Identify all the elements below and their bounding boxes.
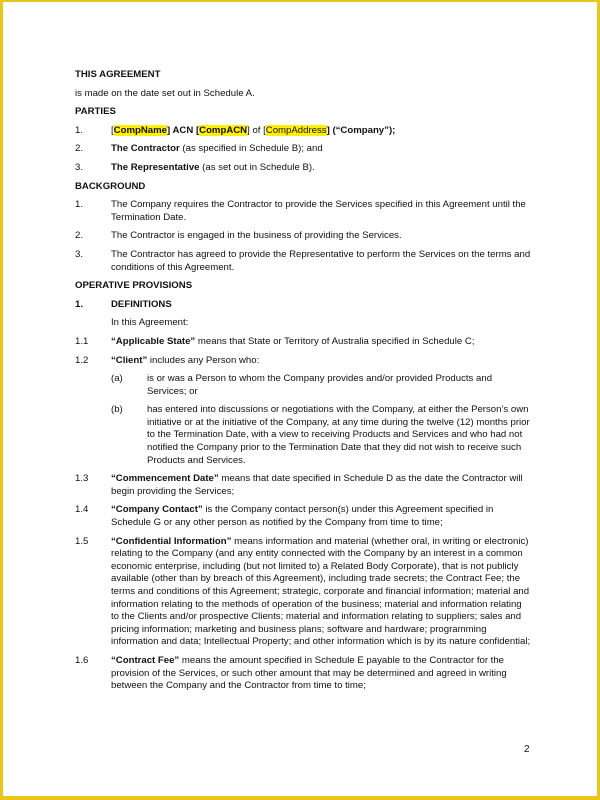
definition-text: “Confidential Information” means information and material (whether oral, in writing or electronic) relating to the Company (and any entity connected with the Company by an interest in a common economic enterprise, including (but not limited to) a Related Body Corporate), that is not publicly available (other than by breach of this Agreement), including trade secrets; the Contract Fee; the terms and conditions of this Agreement; strategic, corporate and financial information; material and information relating to the methods of operation of the business; material and information relating to the Clients and/or prospective Clients; material and information relating to suppliers; sales and pricing information; marketing and business plans; software and hardware; programming information and data; Intellectual Property; and other information which is by its nature confidential; — [111, 535, 531, 648]
definition-item — [75, 355, 531, 368]
definition-text: “Company Contact” is the Company contact person(s) under this Agreement specified in Schedule G or any other person as notified by the Company from time to time; — [111, 504, 494, 529]
definition-number: 1.6 — [75, 654, 89, 666]
client-sub-item — [111, 404, 531, 467]
definition-number: 1.2 — [75, 354, 89, 366]
comp-address-field: CompAddress — [265, 124, 327, 136]
definition-text: “Client” includes any Person who: — [111, 354, 260, 366]
definition-item — [75, 473, 531, 498]
agreement-intro: is made on the date set out in Schedule A. — [75, 87, 255, 99]
background-item — [75, 199, 531, 224]
parties-heading: PARTIES — [75, 106, 116, 118]
section-title: DEFINITIONS — [111, 298, 172, 310]
background-text: The Contractor has agreed to provide the Representative to perform the Services on the terms and conditions of this Agreement. — [111, 248, 531, 273]
background-number: 1. — [75, 199, 84, 211]
section-heading — [75, 299, 531, 312]
party-item — [75, 162, 531, 175]
definition-text: “Contract Fee” means the amount specified in Schedule E payable to the Contractor for the provision of the Services, or such other amount that may be determined and agreed in writing between the Company and the Contractor from time to time; — [111, 654, 507, 692]
agreement-heading: THIS AGREEMENT — [75, 69, 161, 80]
party-text: The Representative (as set out in Schedule B). — [111, 161, 315, 173]
party-number: 1. — [75, 124, 84, 136]
sub-item-label: (b) — [111, 404, 123, 416]
sub-item-text: is or was a Person to whom the Company provides and/or provided Products and Services; or — [147, 373, 493, 397]
party-item — [75, 125, 531, 138]
background-item — [75, 230, 531, 243]
comp-name-field: CompName — [113, 124, 167, 136]
background-text: The Company requires the Contractor to provide the Services specified in this Agreement until the Termination Date. — [111, 199, 526, 223]
background-heading: BACKGROUND — [75, 180, 146, 192]
definition-item — [75, 336, 531, 349]
sub-item-text: has entered into discussions or negotiations with the Company, at either the Person’s own initiative or at the initiative of the Company, at any time during the twelve (12) months prior to the Termination Date, with a view to receiving Products and Services and who had not notified the Company prior to the Termination Date that they did not wish to receive such Products and Services. — [147, 404, 530, 466]
background-text: The Contractor is engaged in the business of providing the Services. — [111, 230, 402, 242]
background-number: 3. — [75, 248, 84, 260]
definitions-intro: In this Agreement: — [111, 317, 189, 329]
party-number: 2. — [75, 143, 84, 155]
party-text: [CompName] ACN [CompACN] of [CompAddress] (“Company”); — [111, 124, 396, 136]
client-sub-item — [111, 373, 531, 398]
definition-item — [75, 536, 531, 649]
definition-text: “Applicable State” means that State or Territory of Australia specified in Schedule C; — [111, 335, 475, 347]
background-number: 2. — [75, 230, 84, 242]
sub-item-label: (a) — [111, 373, 123, 385]
definition-text: “Commencement Date” means that date specified in Schedule D as the date the Contractor will begin providing the Services; — [111, 473, 523, 497]
document-page — [3, 2, 597, 796]
definition-number: 1.1 — [75, 335, 89, 347]
operative-heading: OPERATIVE PROVISIONS — [75, 280, 193, 292]
section-number: 1. — [75, 298, 84, 310]
party-text: The Contractor (as specified in Schedule B); and — [111, 143, 323, 155]
page-number: 2 — [524, 744, 530, 755]
definition-item — [75, 655, 531, 693]
definition-number: 1.4 — [75, 504, 89, 516]
definition-number: 1.3 — [75, 473, 89, 485]
party-item — [75, 143, 531, 156]
comp-acn-field: CompACN — [199, 124, 248, 136]
document-body — [75, 69, 531, 699]
background-item — [75, 249, 531, 274]
definition-number: 1.5 — [75, 535, 89, 547]
party-number: 3. — [75, 161, 84, 173]
definition-item — [75, 504, 531, 529]
